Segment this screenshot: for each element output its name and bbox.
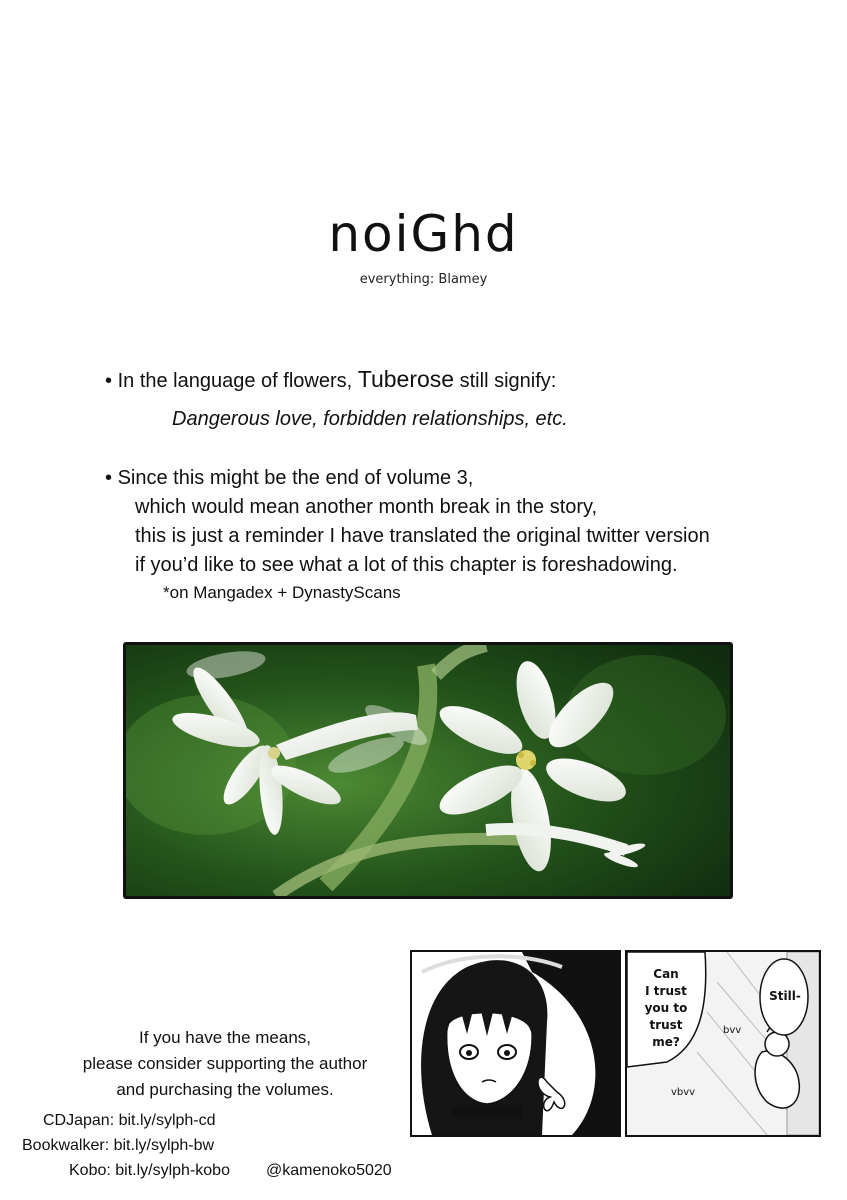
tuberose-illustration: [126, 645, 730, 896]
note-volume-line3: this is just a reminder I have translated the original twitter version: [135, 525, 710, 547]
link-cdjapan[interactable]: CDJapan: bit.ly/sylph-cd: [43, 1112, 216, 1129]
support-line1: If you have the means,: [139, 1028, 311, 1047]
bubble-line: trust: [649, 1018, 683, 1032]
sfx-bvv: bvv: [723, 1025, 742, 1036]
tuberose-photo: [123, 642, 733, 899]
manga-panel-girl: [410, 950, 621, 1137]
note-volume-footnote: *on Mangadex + DynastyScans: [163, 583, 401, 602]
speech-bubble-still: Still-: [769, 989, 801, 1003]
note-flower-prefix: In the language of flowers,: [117, 370, 353, 392]
support-line2: please consider supporting the author: [82, 1054, 368, 1073]
bubble-line: you to: [644, 1001, 688, 1015]
manga-girl-illustration: [412, 952, 619, 1135]
bullet-dot: •: [105, 370, 113, 392]
note-volume-line2: which would mean another month break in the story,: [135, 496, 598, 518]
sfx-vbvv: vbvv: [671, 1087, 696, 1098]
manga-panel-bubbles: [625, 950, 821, 1137]
bullet-dot: •: [105, 467, 113, 489]
note-volume-line1: [105, 467, 473, 490]
note-flower-suffix: still signify:: [459, 370, 557, 392]
note-volume-line1-text: Since this might be the end of volume 3,: [117, 467, 474, 489]
note-volume-line4: if you’d like to see what a lot of this chapter is foreshadowing.: [135, 554, 678, 576]
link-kobo[interactable]: Kobo: bit.ly/sylph-kobo: [69, 1162, 230, 1179]
bubble-line: me?: [652, 1035, 680, 1049]
note-flower-meaning: Dangerous love, forbidden relationships, etc.: [172, 408, 568, 430]
support-line3: and purchasing the volumes.: [116, 1080, 334, 1099]
link-twitter-handle[interactable]: @kamenoko5020: [266, 1162, 392, 1179]
speech-bubble-trust: [633, 966, 699, 1051]
bubble-line: Can: [653, 967, 679, 981]
support-message: [40, 1025, 410, 1103]
bubble-line: I trust: [645, 984, 687, 998]
credit-line: everything: Blamey: [359, 272, 488, 287]
note-flower-name: Tuberose: [357, 366, 455, 392]
link-bookwalker[interactable]: Bookwalker: bit.ly/sylph-bw: [22, 1137, 215, 1154]
note-flower-language: [105, 366, 556, 393]
scanlator-logo: noiGhd: [328, 205, 519, 263]
